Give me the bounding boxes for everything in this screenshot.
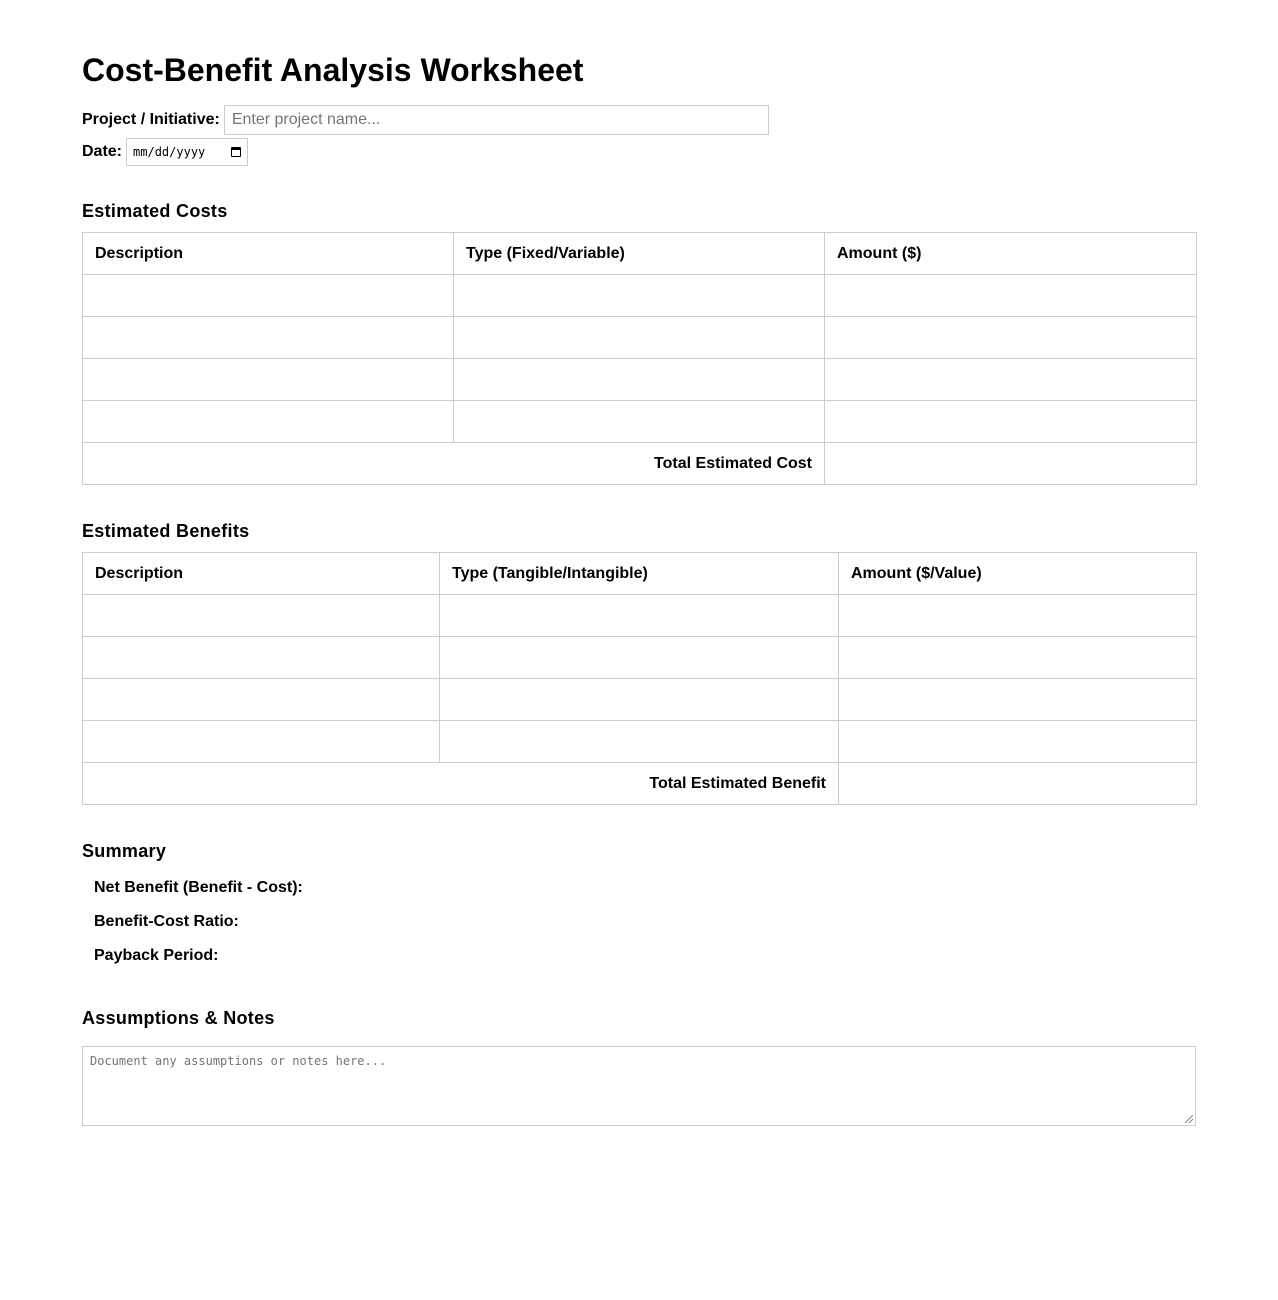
- notes-heading: Assumptions & Notes: [82, 1008, 275, 1028]
- costs-table: [82, 232, 1197, 485]
- project-name-placeholder: Enter project name...: [231, 111, 381, 128]
- column-header-type: Type (Tangible/Intangible): [440, 553, 839, 595]
- benefit-type-cell[interactable]: [440, 595, 839, 637]
- benefit-cost-ratio-label: Benefit-Cost Ratio:: [94, 913, 239, 930]
- benefits-table: [82, 552, 1197, 805]
- costs-total-row: [83, 443, 1197, 485]
- date-label: Date:: [82, 143, 123, 160]
- cost-amount-cell[interactable]: [825, 359, 1197, 401]
- table-row: [83, 275, 1197, 317]
- table-row: [83, 401, 1197, 443]
- table-row: [83, 679, 1197, 721]
- cost-type-cell[interactable]: [454, 401, 825, 443]
- table-row: [83, 317, 1197, 359]
- benefit-type-cell[interactable]: [440, 637, 839, 679]
- cost-description-cell[interactable]: [83, 317, 454, 359]
- column-header-description: Description: [83, 233, 454, 275]
- payback-period-label: Payback Period:: [94, 947, 219, 964]
- cost-type-cell[interactable]: [454, 359, 825, 401]
- benefit-description-cell[interactable]: [83, 721, 440, 763]
- total-benefit-label: Total Estimated Benefit: [83, 763, 839, 805]
- notes-textarea[interactable]: [82, 1046, 1196, 1126]
- benefits-heading: Estimated Benefits: [82, 521, 250, 541]
- benefit-description-cell[interactable]: [83, 679, 440, 721]
- project-name-input[interactable]: [224, 105, 769, 135]
- benefit-type-cell[interactable]: [440, 679, 839, 721]
- benefits-total-row: [83, 763, 1197, 805]
- date-placeholder: mm/dd/yyyy: [133, 145, 206, 159]
- total-benefit-value[interactable]: [839, 763, 1197, 805]
- summary-heading: Summary: [82, 841, 167, 861]
- calendar-icon[interactable]: [231, 147, 241, 157]
- column-header-amount: Amount ($/Value): [839, 553, 1197, 595]
- cost-description-cell[interactable]: [83, 401, 454, 443]
- costs-heading: Estimated Costs: [82, 201, 228, 221]
- benefit-amount-cell[interactable]: [839, 679, 1197, 721]
- total-cost-label: Total Estimated Cost: [83, 443, 825, 485]
- column-header-description: Description: [83, 553, 440, 595]
- benefit-description-cell[interactable]: [83, 595, 440, 637]
- cost-type-cell[interactable]: [454, 317, 825, 359]
- cost-amount-cell[interactable]: [825, 317, 1197, 359]
- benefit-type-cell[interactable]: [440, 721, 839, 763]
- date-input[interactable]: [126, 138, 248, 166]
- benefit-amount-cell[interactable]: [839, 595, 1197, 637]
- resize-handle-icon[interactable]: [1185, 1115, 1193, 1123]
- cost-description-cell[interactable]: [83, 275, 454, 317]
- benefits-header-row: [83, 553, 1197, 595]
- cost-amount-cell[interactable]: [825, 401, 1197, 443]
- notes-placeholder: Document any assumptions or notes here...: [90, 1054, 387, 1068]
- cost-type-cell[interactable]: [454, 275, 825, 317]
- table-row: [83, 637, 1197, 679]
- project-label: Project / Initiative:: [82, 111, 220, 128]
- costs-header-row: [83, 233, 1197, 275]
- table-row: [83, 721, 1197, 763]
- benefit-description-cell[interactable]: [83, 637, 440, 679]
- cost-amount-cell[interactable]: [825, 275, 1197, 317]
- cost-description-cell[interactable]: [83, 359, 454, 401]
- total-cost-value[interactable]: [825, 443, 1197, 485]
- page-title: Cost-Benefit Analysis Worksheet: [82, 52, 584, 88]
- date-field-row: [82, 138, 248, 166]
- benefit-amount-cell[interactable]: [839, 721, 1197, 763]
- table-row: [83, 359, 1197, 401]
- column-header-type: Type (Fixed/Variable): [454, 233, 825, 275]
- column-header-amount: Amount ($): [825, 233, 1197, 275]
- benefit-amount-cell[interactable]: [839, 637, 1197, 679]
- table-row: [83, 595, 1197, 637]
- net-benefit-label: Net Benefit (Benefit - Cost):: [94, 879, 303, 896]
- project-field-row: [82, 105, 769, 135]
